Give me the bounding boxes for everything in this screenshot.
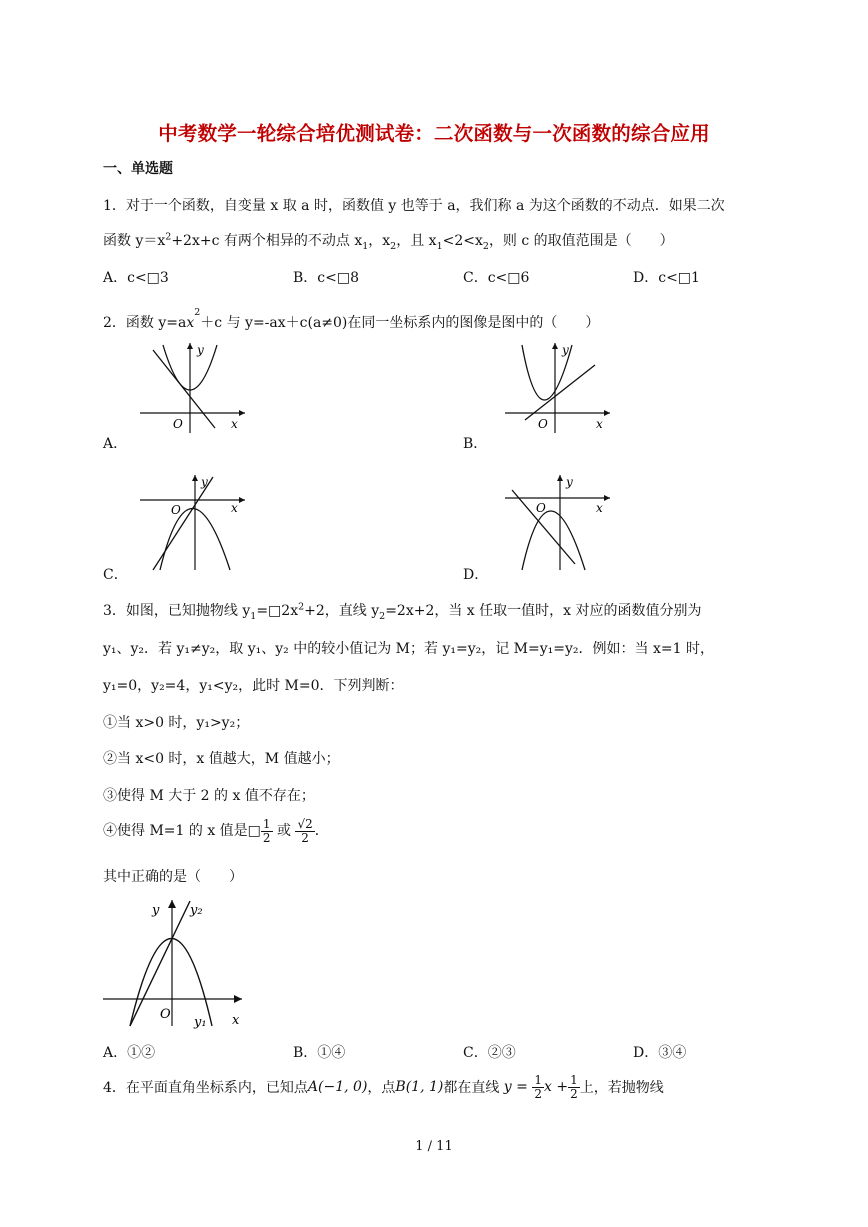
q2-graph-b xyxy=(500,340,615,435)
q1-line2: 函数 $y=x^2+2x+c$ 有两个相异的不动点 $x_1$，$x_2$，且 $x_1<2<x_2$，则 c 的取值范围是（ ） xyxy=(103,231,674,252)
q3-option-c[interactable]: C．②③ xyxy=(463,1045,516,1061)
page-number: 1 / 11 xyxy=(415,1139,453,1154)
q2-a-y-label: y xyxy=(197,343,204,357)
q3-fig-origin: O xyxy=(160,1007,171,1022)
q1-option-c[interactable]: C．c<□6 xyxy=(463,270,530,286)
q3-fig-y1-label: y₁ xyxy=(194,1015,207,1030)
q2-c-y-label: y xyxy=(201,475,208,489)
q2-graph-c xyxy=(135,472,250,572)
q3-fig-x-label: x xyxy=(232,1013,240,1028)
q2-a-x-label: x xyxy=(231,417,238,431)
q3-line2: y₁、y₂．若 y₁≠y₂，取 y₁、y₂ 中的较小值记为 M；若 y₁=y₂，记 M=y₁=y₂．例如：当 x=1 时， xyxy=(103,641,714,657)
q1-option-b[interactable]: B．c<□8 xyxy=(293,270,359,286)
page-title: 中考数学一轮综合培优测试卷：二次函数与一次函数的综合应用 xyxy=(158,122,710,145)
q2-d-origin: O xyxy=(536,501,546,515)
q2-b-origin: O xyxy=(538,417,548,431)
q4-fraction-1: $\frac{1}{2}$ xyxy=(534,1073,542,1101)
q2-option-b[interactable]: B． xyxy=(463,436,488,452)
q2-graph-a xyxy=(135,340,250,435)
q3-fraction-1: $\frac{1}{2}$ xyxy=(262,817,271,845)
q3-line3: y₁=0，y₂=4，y₁<y₂，此时 M=0．下列判断： xyxy=(103,678,404,694)
q3-fraction-2: $\frac{√2}{2}$ xyxy=(297,817,313,845)
q3-option-a[interactable]: A．①② xyxy=(103,1045,156,1061)
q1-option-a[interactable]: A．c<□3 xyxy=(103,270,169,286)
q3-fig-y-label: y xyxy=(152,903,160,918)
q2-a-origin: O xyxy=(173,417,183,431)
q2-b-x-label: x xyxy=(596,417,603,431)
q3-judgement-4: ④使得 M=1 的 x 值是□ $\frac{1}{2}$ 或 $\frac{√2}{2}$ ． xyxy=(103,817,329,845)
q1-option-d[interactable]: D．c<□1 xyxy=(633,270,700,286)
q4-stem: 4．在平面直角坐标系内，已知点A(−1, 0)，点B(1, 1)都在直线 y = $\frac{1}{2}$ x + $\frac{1}{2}$ 上，若抛物线 xyxy=(103,1073,664,1101)
q2-c-x-label: x xyxy=(231,501,238,515)
q4-fraction-2: $\frac{1}{2}$ xyxy=(570,1073,578,1101)
q2-c-origin: O xyxy=(171,503,181,517)
q3-ask: 其中正确的是（ ） xyxy=(103,869,243,885)
section-heading: 一、单选题 xyxy=(103,161,173,177)
q2-option-c[interactable]: C． xyxy=(103,567,128,583)
q2-option-d[interactable]: D． xyxy=(463,567,489,583)
q3-figure xyxy=(100,896,250,1031)
q3-option-b[interactable]: B．①④ xyxy=(293,1045,346,1061)
q2-d-x-label: x xyxy=(596,501,603,515)
q3-judgement-1: ①当 x>0 时，y₁>y₂； xyxy=(103,715,250,731)
q3-option-d[interactable]: D．③④ xyxy=(633,1045,687,1061)
q1-line1: 1．对于一个函数，自变量 x 取 a 时，函数值 y 也等于 a，我们称 a 为这个函数的不动点．如果二次 xyxy=(103,198,725,214)
q3-judgement-3: ③使得 M 大于 2 的 x 值不存在； xyxy=(103,788,315,804)
q2-b-y-label: y xyxy=(562,343,569,357)
q3-fig-y2-label: y₂ xyxy=(190,903,203,918)
q3-line1: 3．如图，已知抛物线 $y_1=□2x^2+2$，直线 $y_2=2x+2$，当 x 任取一值时，x 对应的函数值分别为 xyxy=(103,601,702,622)
q2-option-a[interactable]: A． xyxy=(103,436,128,452)
q2-graph-d xyxy=(500,472,615,572)
q3-judgement-2: ②当 x<0 时，x 值越大，M 值越小； xyxy=(103,751,340,767)
q2-d-y-label: y xyxy=(566,475,573,489)
q2-stem: 2．函数 $y=ax^2+c$ 与 y=-ax＋c(a≠0)在同一坐标系内的图像是图中的（ ） xyxy=(103,307,600,331)
